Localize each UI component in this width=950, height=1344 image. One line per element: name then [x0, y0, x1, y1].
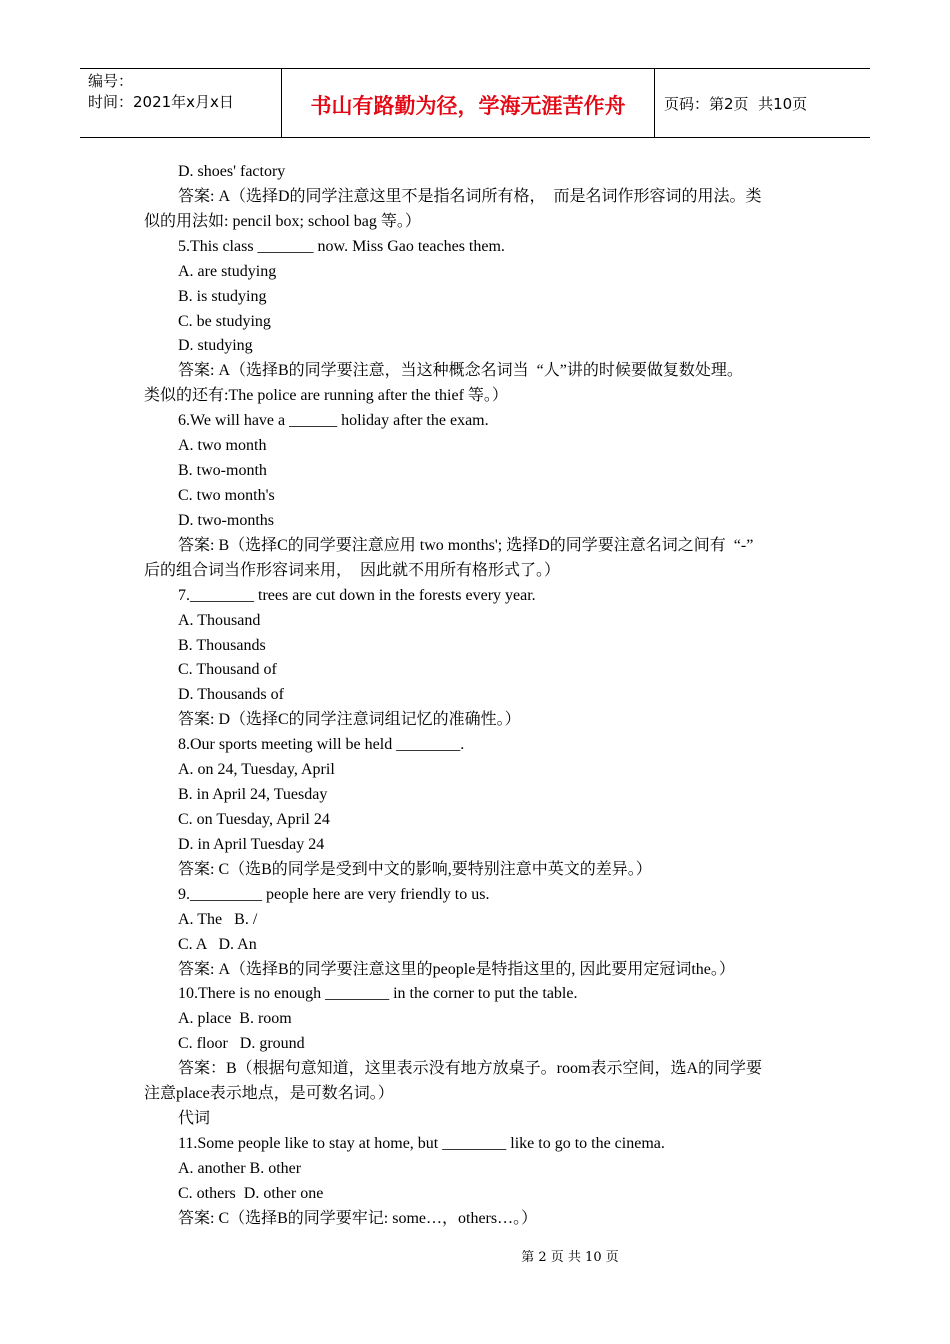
text-line: B. in April 24, Tuesday: [178, 786, 328, 804]
text-line: 后的组合词当作形容词来用， 因此就不用所有格形式了。）: [144, 561, 561, 579]
header-page-label: 页码：第2页 共10页: [664, 95, 808, 113]
text-line: C. others D. other one: [178, 1184, 324, 1202]
text-line: 7.________ trees are cut down in the forests every year.: [178, 586, 536, 604]
serial-label: 编号：: [88, 72, 134, 90]
text-line: 代词: [178, 1110, 211, 1128]
text-line: B. is studying: [178, 287, 267, 305]
text-line: D. shoes' factory: [178, 163, 286, 180]
text-line: A. Thousand: [178, 611, 261, 629]
time-label: 时间：2021年x月x日: [88, 93, 234, 111]
text-line: D. in April Tuesday 24: [178, 835, 325, 853]
text-line: C. two month's: [178, 486, 275, 504]
text-line: A. on 24, Tuesday, April: [178, 761, 335, 779]
text-line: 类似的还有:The police are running after the thief 等。）: [144, 387, 508, 405]
text-line: B. two-month: [178, 462, 267, 480]
page-header: [80, 68, 870, 138]
text-line: A. another B. other: [178, 1159, 302, 1177]
text-line: D. Thousands of: [178, 686, 284, 704]
text-line: 答案: C（选B的同学是受到中文的影响,要特别注意中英文的差异。）: [178, 860, 652, 878]
text-line: 答案: A（选择B的同学要注意这里的people是特指这里的, 因此要用定冠词the。）: [178, 960, 735, 978]
text-line: 8.Our sports meeting will be held ________.: [178, 736, 465, 754]
text-line: A. are studying: [178, 262, 277, 280]
text-line: A. place B. room: [178, 1010, 292, 1028]
text-line: B. Thousands: [178, 636, 266, 654]
text-line: 答案: A（选择B的同学要注意，当这种概念名词当 “人”讲的时候要做复数处理。: [178, 362, 743, 380]
text-line: C. A D. An: [178, 935, 257, 953]
text-line: C. be studying: [178, 312, 271, 330]
text-line: 9._________ people here are very friendly to us.: [178, 885, 490, 903]
text-line: 答案：B（根据句意知道，这里表示没有地方放桌子。room表示空间，选A的同学要: [178, 1060, 763, 1078]
text-line: C. floor D. ground: [178, 1035, 305, 1053]
page-footer: 第 2 页 共 10 页: [521, 1250, 619, 1265]
text-line: 11.Some people like to stay at home, but ________ like to go to the cinema.: [178, 1134, 665, 1152]
text-line: C. on Tuesday, April 24: [178, 810, 330, 828]
text-line: A. The B. /: [178, 910, 258, 928]
text-line: 10.There is no enough ________ in the corner to put the table.: [178, 985, 578, 1003]
text-line: 注意place表示地点，是可数名词。）: [144, 1085, 394, 1103]
text-line: 5.This class _______ now. Miss Gao teaches them.: [178, 237, 505, 255]
text-line: A. two month: [178, 437, 267, 455]
text-line: 6.We will have a ______ holiday after the exam.: [178, 412, 489, 430]
text-line: D. two-months: [178, 511, 274, 529]
text-line: 似的用法如: pencil box; school bag 等。）: [144, 212, 421, 230]
header-divider: [654, 69, 655, 137]
text-line: 答案: C（选择B的同学要牢记: some…，others…。）: [178, 1209, 538, 1227]
text-line: C. Thousand of: [178, 661, 277, 679]
document-body: [144, 159, 812, 1231]
header-motto: 书山有路勤为径，学海无涯苦作舟: [310, 94, 626, 118]
text-line: 答案: A（选择D的同学注意这里不是指名词所有格， 而是名词作形容词的用法。类: [178, 187, 762, 205]
text-line: 答案: D（选择C的同学注意词组记忆的准确性。）: [178, 711, 521, 729]
header-meta: [88, 71, 278, 113]
text-line: 答案: B（选择C的同学要注意应用 two months'; 选择D的同学要注意名词之间有 “-”: [178, 536, 754, 554]
text-line: D. studying: [178, 337, 253, 355]
